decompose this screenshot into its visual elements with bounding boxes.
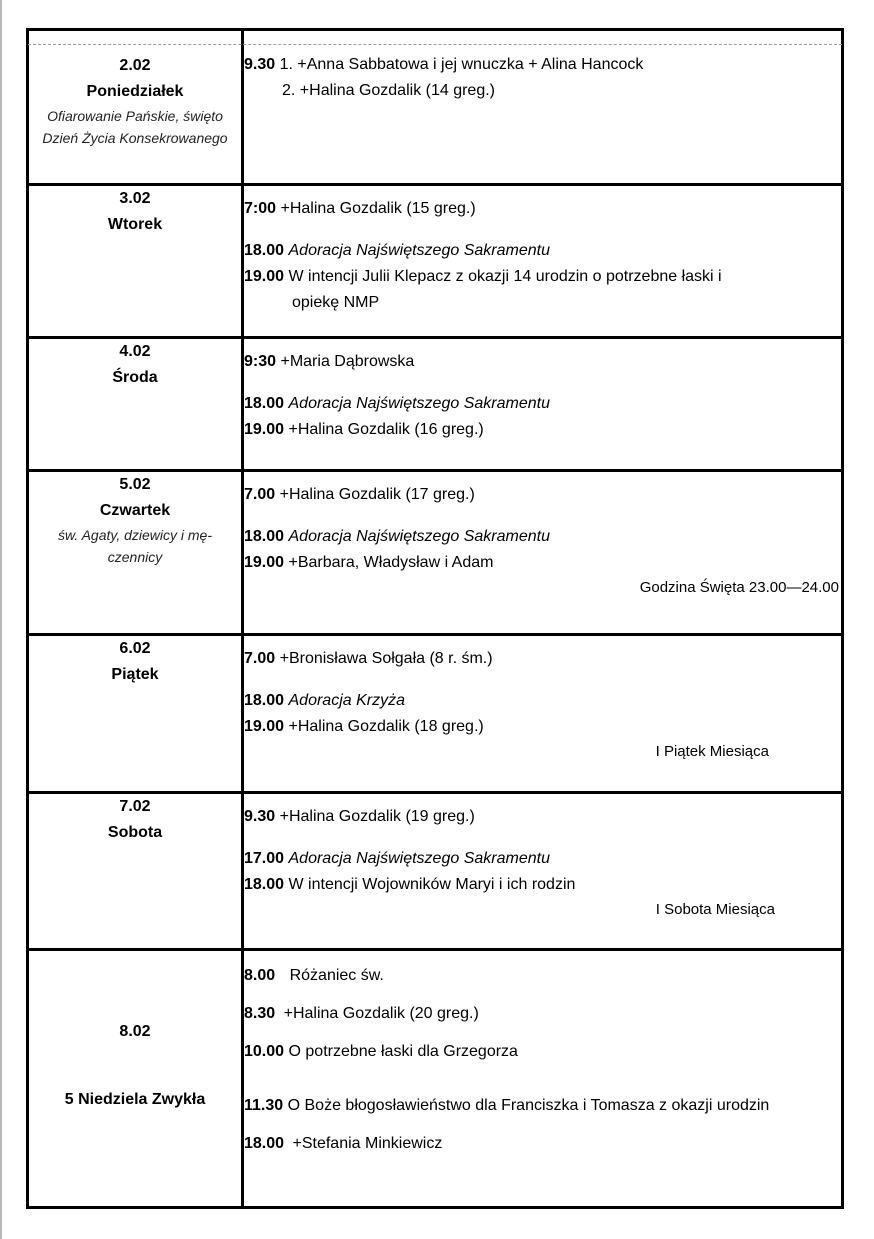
mass-time: 9.30 — [244, 56, 276, 73]
day-name: Sobota — [107, 824, 163, 841]
mass-intention: W intencji Wojowników Maryi i ich rodzin — [288, 876, 576, 893]
mass-time: 19.00 — [244, 421, 285, 438]
mass-entry — [244, 804, 841, 830]
mass-intention: +Halina Gozdalik (17 greg.) — [279, 486, 475, 503]
mass-time: 8.30 — [244, 1005, 276, 1022]
day-cell — [28, 635, 243, 793]
day-name: Środa — [112, 369, 158, 386]
entries-cell — [243, 30, 843, 185]
mass-intention: O potrzebne łaski dla Grzegorza — [288, 1043, 518, 1060]
mass-entry — [244, 1131, 841, 1157]
mass-entry — [244, 1039, 841, 1065]
mass-intention: +Barbara, Władysław i Adam — [288, 554, 494, 571]
entries-cell — [243, 338, 843, 471]
mass-time: 19.00 — [244, 554, 285, 571]
day-name: Wtorek — [107, 216, 163, 233]
mass-intention: Adoracja Krzyża — [288, 692, 405, 709]
table-row — [28, 338, 843, 471]
mass-intention: 1. +Anna Sabbatowa i jej wnuczka + Alina Hancock — [279, 56, 644, 73]
mass-entry — [244, 1093, 841, 1119]
entries-cell — [243, 185, 843, 338]
mass-entry-continued — [244, 290, 841, 316]
day-name: Poniedziałek — [86, 83, 184, 100]
table-row — [28, 30, 843, 185]
feast-line: Dzień Życia Konsekrowanego — [42, 130, 228, 146]
mass-intention: +Halina Gozdalik (20 greg.) — [283, 1005, 479, 1022]
mass-intention: +Halina Gozdalik (15 greg.) — [280, 200, 476, 217]
mass-entry — [244, 550, 841, 576]
mass-intention: W intencji Julii Klepacz z okazji 14 urodzin o potrzebne łaski i — [288, 268, 722, 285]
mass-intention: +Stefania Minkiewicz — [292, 1135, 443, 1152]
mass-entry — [244, 482, 841, 508]
day-date: 5.02 — [119, 476, 151, 493]
entries-cell — [243, 635, 843, 793]
mass-entry — [244, 646, 841, 672]
mass-entry — [244, 714, 841, 740]
mass-entry — [244, 524, 841, 550]
mass-time: 19.00 — [244, 718, 285, 735]
mass-entry — [244, 349, 841, 375]
feast-line: czennicy — [107, 549, 163, 565]
mass-intention: 2. +Halina Gozdalik (14 greg.) — [282, 82, 495, 99]
mass-time: 8.00 — [244, 967, 276, 984]
table-row — [28, 635, 843, 793]
mass-entry — [244, 52, 841, 78]
mass-time: 18.00 — [244, 528, 285, 545]
day-cell — [28, 185, 243, 338]
day-cell — [28, 471, 243, 635]
day-cell — [28, 338, 243, 471]
mass-intention: +Bronisława Sołgała (8 r. śm.) — [279, 650, 493, 667]
day-date: 2.02 — [119, 57, 151, 74]
day-date: 4.02 — [119, 343, 151, 360]
mass-entry — [244, 196, 841, 222]
mass-intention: +Halina Gozdalik (19 greg.) — [279, 808, 475, 825]
mass-entry — [244, 78, 841, 104]
mass-entry — [244, 688, 841, 714]
table-row — [28, 793, 843, 950]
mass-time: 11.30 — [244, 1097, 284, 1114]
mass-entry — [244, 391, 841, 417]
entries-cell — [243, 950, 843, 1208]
dashed-guide-line — [28, 44, 842, 45]
day-date: 7.02 — [119, 798, 151, 815]
page-edge — [0, 0, 2, 1239]
mass-time: 18.00 — [244, 242, 285, 259]
day-name: Czwartek — [99, 502, 171, 519]
mass-intention: +Halina Gozdalik (16 greg.) — [288, 421, 484, 438]
mass-time: 7.00 — [244, 486, 276, 503]
day-name: 5 Niedziela Zwykła — [64, 1091, 206, 1108]
mass-entry — [244, 238, 841, 264]
mass-time: 10.00 — [244, 1043, 285, 1060]
mass-intention: Różaniec św. — [289, 967, 384, 984]
mass-entry — [244, 963, 841, 989]
mass-intention: Adoracja Najświętszego Sakramentu — [288, 242, 550, 259]
mass-time: 18.00 — [244, 1135, 285, 1152]
entries-cell — [243, 793, 843, 950]
day-name: Piątek — [111, 666, 159, 683]
table-row — [28, 185, 843, 338]
mass-time: 18.00 — [244, 876, 285, 893]
mass-intention: +Maria Dąbrowska — [280, 353, 415, 370]
day-cell — [28, 950, 243, 1208]
mass-entry — [244, 264, 841, 290]
day-date: 3.02 — [119, 190, 151, 207]
mass-intention: Adoracja Najświętszego Sakramentu — [288, 395, 550, 412]
mass-entry — [244, 872, 841, 898]
day-note: Godzina Święta 23.00—24.00 — [639, 579, 839, 596]
day-cell — [28, 30, 243, 185]
mass-time: 18.00 — [244, 395, 285, 412]
feast-line: św. Agaty, dziewicy i mę- — [57, 527, 213, 543]
mass-entry — [244, 1001, 841, 1027]
feast-line: Ofiarowanie Pańskie, święto — [47, 108, 223, 124]
mass-entry — [244, 417, 841, 443]
mass-schedule-table — [26, 28, 844, 1209]
day-note: I Piątek Miesiąca — [655, 743, 769, 760]
mass-entry — [244, 846, 841, 872]
mass-time: 7.00 — [244, 650, 276, 667]
entries-cell — [243, 471, 843, 635]
mass-time: 7:00 — [244, 200, 277, 217]
table-row — [28, 950, 843, 1208]
mass-time: 17.00 — [244, 850, 285, 867]
mass-time: 18.00 — [244, 692, 285, 709]
mass-intention: Adoracja Najświętszego Sakramentu — [288, 850, 550, 867]
table-row — [28, 471, 843, 635]
mass-intention: Adoracja Najświętszego Sakramentu — [288, 528, 550, 545]
mass-intention: O Boże błogosławieństwo dla Franciszka i Tomasza z okazji urodzin — [287, 1097, 770, 1114]
mass-time: 19.00 — [244, 268, 285, 285]
mass-time: 9:30 — [244, 353, 277, 370]
day-cell — [28, 793, 243, 950]
day-note: I Sobota Miesiąca — [655, 901, 775, 918]
mass-intention: +Halina Gozdalik (18 greg.) — [288, 718, 484, 735]
day-date: 6.02 — [119, 640, 151, 657]
mass-intention: opiekę NMP — [292, 294, 380, 311]
day-date: 8.02 — [119, 1023, 151, 1040]
mass-time: 9.30 — [244, 808, 276, 825]
